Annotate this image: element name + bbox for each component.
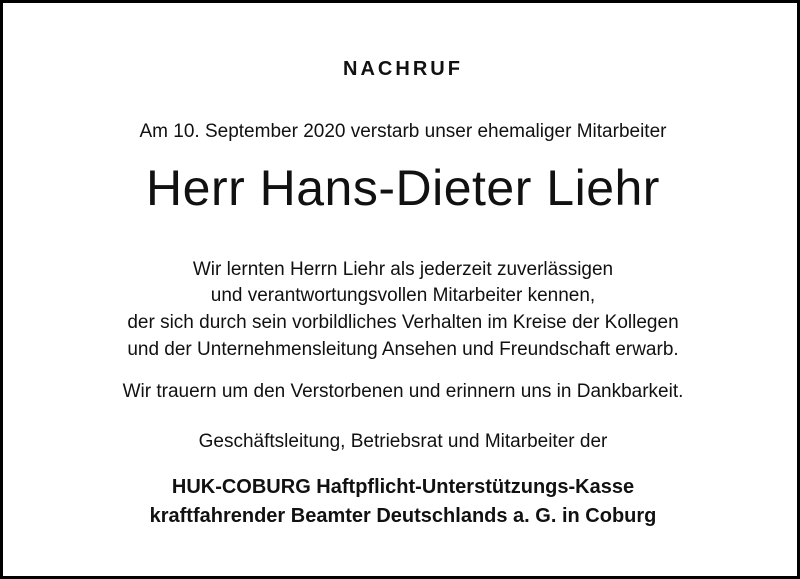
tribute-line: und der Unternehmensleitung Ansehen und Freundschaft erwarb. xyxy=(127,339,679,360)
notice-heading: NACHRUF xyxy=(343,58,463,80)
tribute-line: Wir lernten Herrn Liehr als jederzeit zuverlässigen xyxy=(192,259,614,280)
deceased-name: Herr Hans-Dieter Liehr xyxy=(146,160,660,216)
mourning-statement: Wir trauern um den Verstorbenen und erinnern uns in Dankbarkeit. xyxy=(122,381,684,402)
tribute-line: und verantwortungsvollen Mitarbeiter kennen, xyxy=(210,285,596,306)
tribute-line: der sich durch sein vorbildliches Verhalten im Kreise der Kollegen xyxy=(127,312,679,333)
signatories: Geschäftsleitung, Betriebsrat und Mitarbeiter der xyxy=(198,431,608,452)
notice-intro: Am 10. September 2020 verstarb unser ehemaliger Mitarbeiter xyxy=(139,121,667,142)
company-name-line: HUK-COBURG Haftpflicht-Unterstützungs-Kasse xyxy=(171,476,635,498)
company-name-line: kraftfahrender Beamter Deutschlands a. G. in Coburg xyxy=(149,505,657,527)
